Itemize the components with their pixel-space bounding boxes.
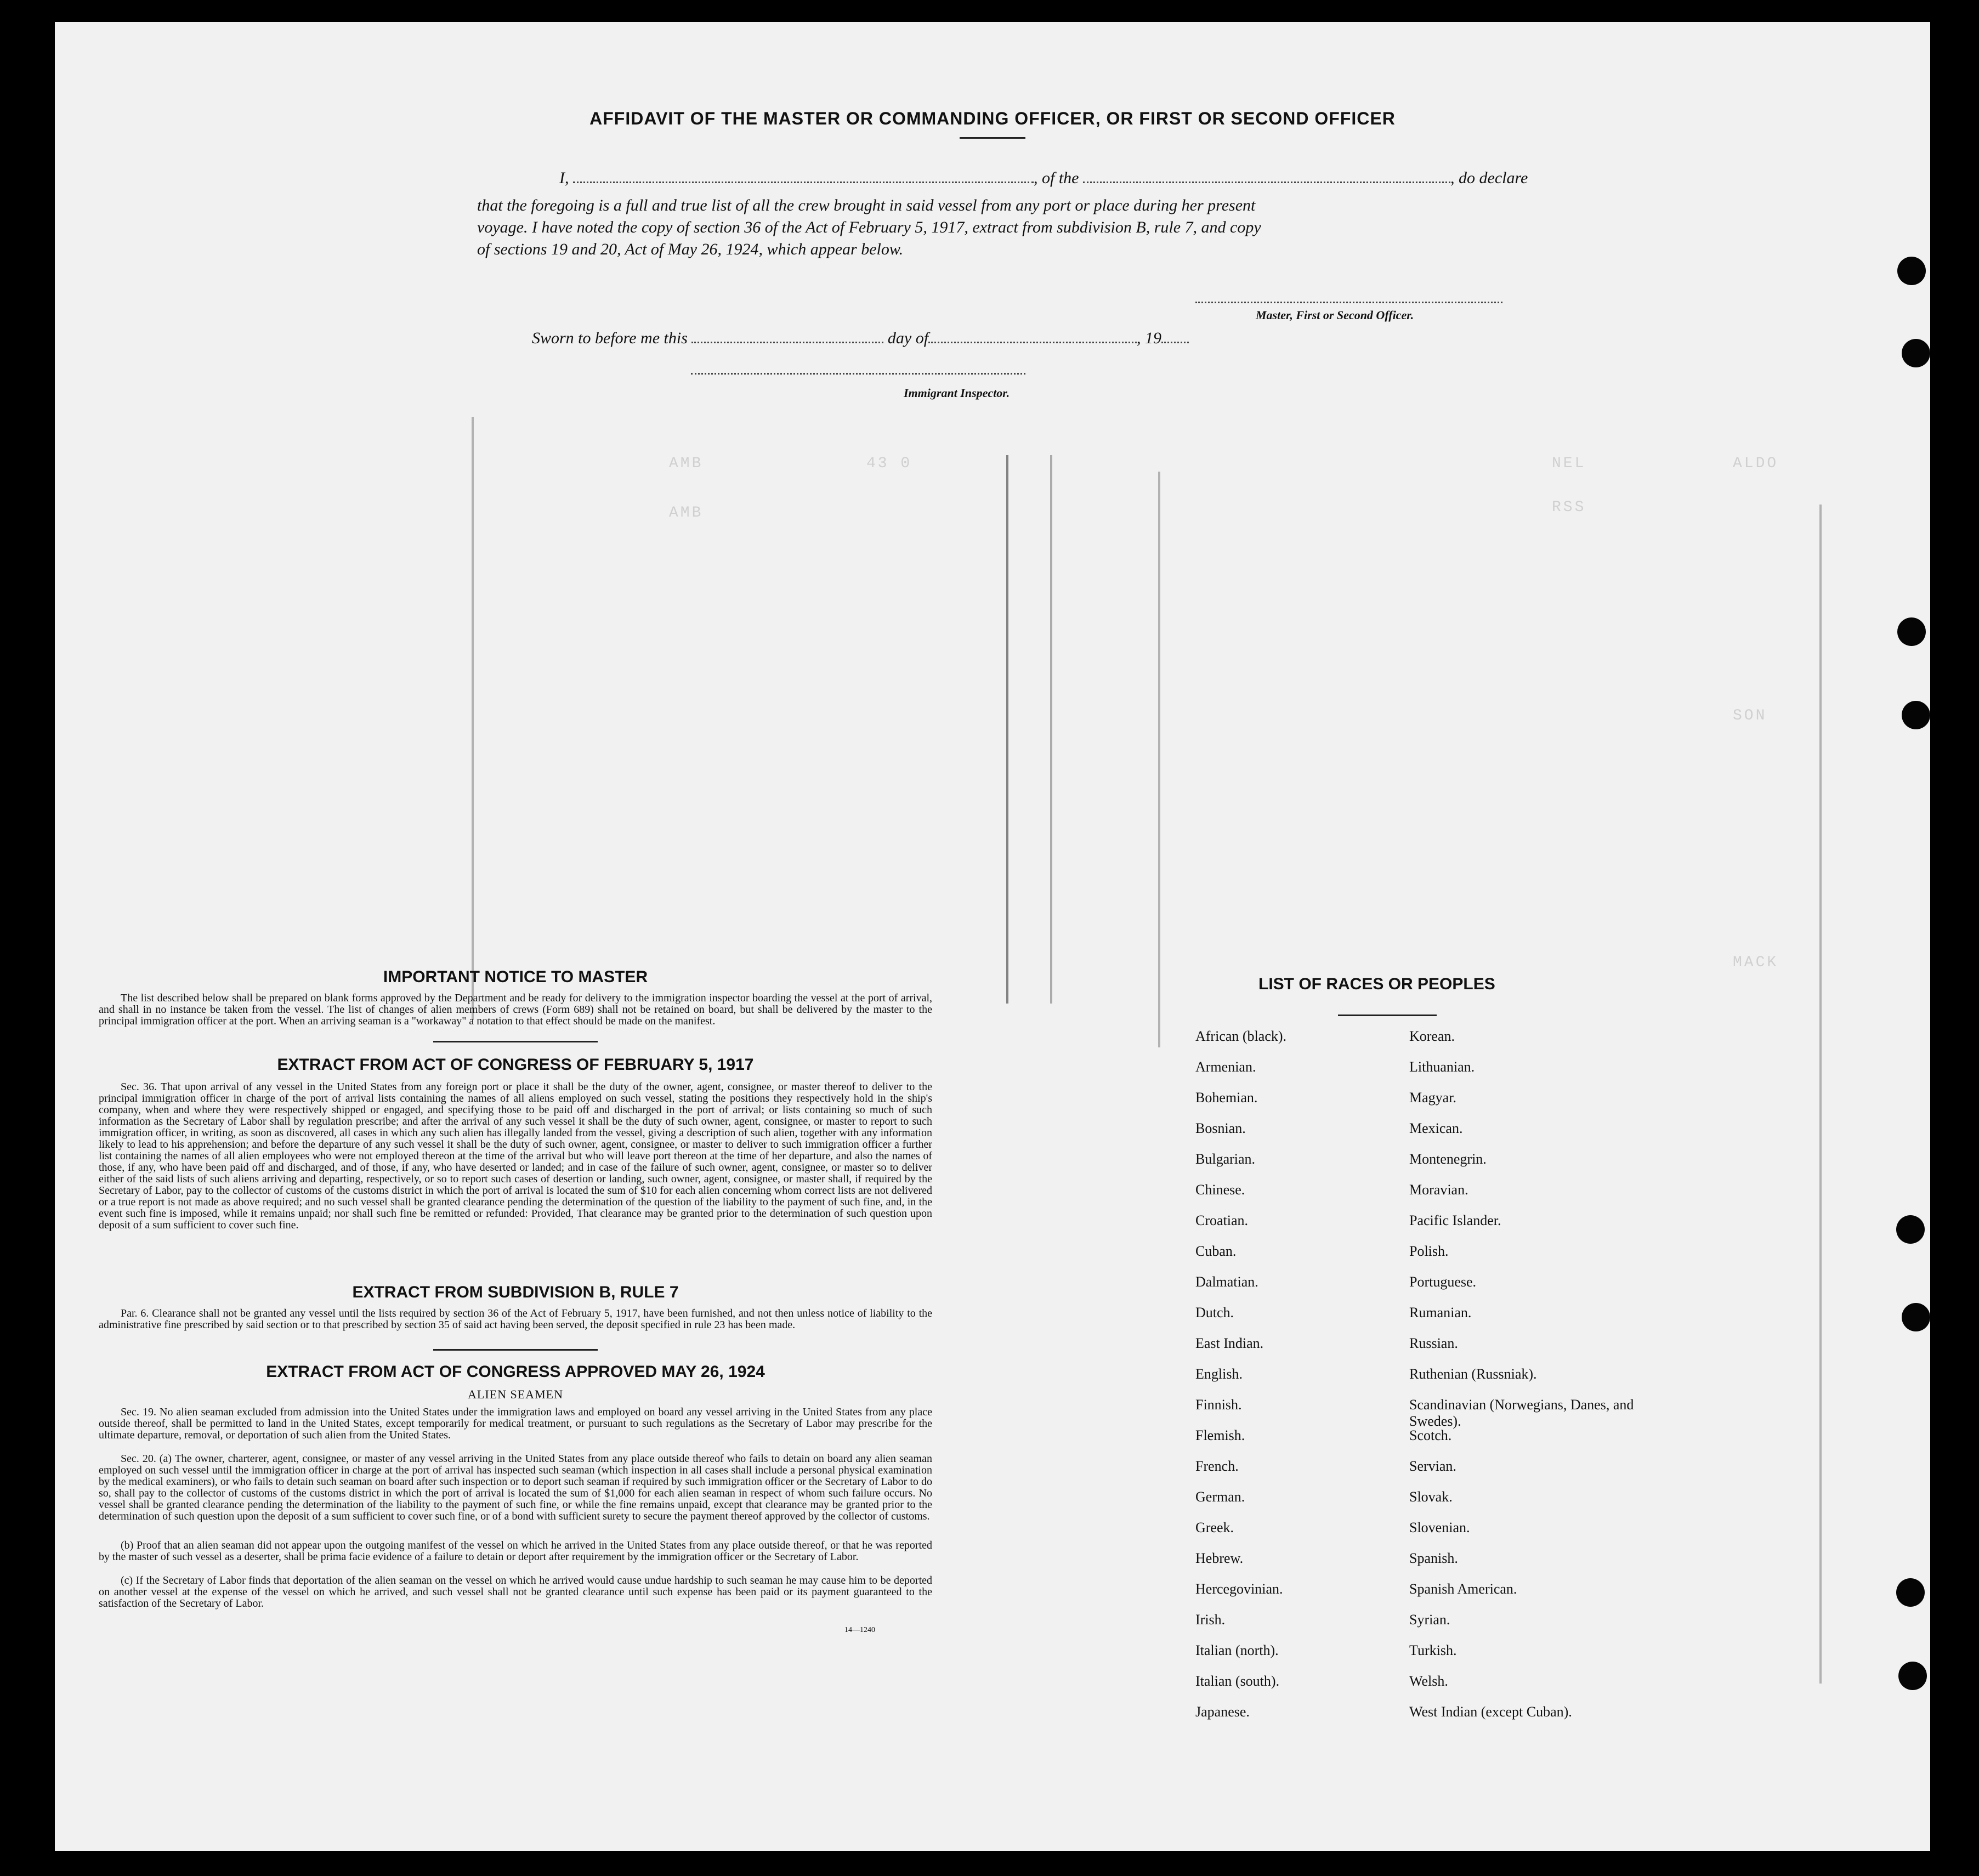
vessel-blank[interactable] xyxy=(1083,178,1450,183)
binder-hole xyxy=(1897,617,1926,646)
year-label: , 19 xyxy=(1137,329,1162,347)
bleed-line xyxy=(472,417,474,1020)
race-item: Lithuanian. xyxy=(1409,1059,1475,1075)
bleed-line xyxy=(1050,455,1052,1004)
race-item: Spanish. xyxy=(1409,1550,1458,1566)
month-blank[interactable] xyxy=(928,338,1137,343)
race-item: Ruthenian (Russniak). xyxy=(1409,1366,1537,1382)
race-item: Welsh. xyxy=(1409,1673,1448,1689)
rule7-title: EXTRACT FROM SUBDIVISION B, RULE 7 xyxy=(352,1283,679,1301)
binder-hole xyxy=(1902,1303,1930,1331)
race-item: Japanese. xyxy=(1195,1704,1250,1720)
race-item: Dalmatian. xyxy=(1195,1274,1258,1290)
bleed-text: AMB xyxy=(669,505,704,522)
affidavit-title: AFFIDAVIT OF THE MASTER OR COMMANDING OFFICER, OR FIRST OR SECOND OFFICER xyxy=(589,109,1396,128)
race-item: Mexican. xyxy=(1409,1120,1463,1136)
race-item: African (black). xyxy=(1195,1028,1287,1044)
race-item: Korean. xyxy=(1409,1028,1455,1044)
sworn-line xyxy=(532,329,1189,348)
race-item: Rumanian. xyxy=(1409,1305,1472,1320)
race-item: Servian. xyxy=(1409,1458,1456,1474)
race-item: Finnish. xyxy=(1195,1397,1242,1413)
bleed-line xyxy=(1006,455,1008,1004)
bleed-text: NEL xyxy=(1552,455,1586,472)
race-item: English. xyxy=(1195,1366,1243,1382)
race-item: Syrian. xyxy=(1409,1612,1450,1628)
race-item: Bohemian. xyxy=(1195,1090,1258,1106)
affidavit-line3: voyage. I have noted the copy of section 36 of the Act of February 5, 1917, extract from subdivision B, rule 7, and copy xyxy=(477,218,1261,236)
race-item: Flemish. xyxy=(1195,1427,1245,1443)
sec20c-body: (c) If the Secretary of Labor finds that deportation of the alien seaman on the vessel on which he arrived would cause undue hardship to such seaman he may cause him to be deported on another vessel at the expense of the vessel on which he arrived, and such vessel shall not be granted clearance until such expense has been paid or its payment guaranteed to the satisfaction of the Secretary of Labor. xyxy=(99,1574,932,1609)
extract-1924-title: EXTRACT FROM ACT OF CONGRESS APPROVED MAY 26, 1924 xyxy=(266,1363,765,1381)
sworn-day-blank[interactable] xyxy=(691,338,883,343)
extract-1917-body: Sec. 36. That upon arrival of any vessel in the United States from any foreign port or place it shall be the duty of the owner, agent, consignee, or master thereof to deliver to the principal immigration officer in charge of the port of arrival lists containing the names of all aliens employed on such vessel, stating the positions they respectively hold in the ship's company, when and where they were respectively shipped or engaged, and specifying those to be paid off and discharged in the port of arrival; or lists containing so much of such information as the Secretary of Labor shall by regulation prescribe; and after the arrival of any such vessel it shall be the duty of such owner, agent, consignee, or master to report to such immigration officer, in writing, as soon as discovered, all cases in which any such alien has illegally landed from the vessel, giving a description of such alien, together with any information likely to lead to his apprehension; and before the departure of any such vessel it shall be the duty of such owner, agent, consignee, or master to deliver to such immigration officer a further list containing the names of all alien employees who were not employed thereon at the time of the arrival but who will leave port thereon at the time of her departure, and also the names of those, if any, who have been paid off and discharged, and of those, if any, who have deserted or landed; and in case of the failure of such owner, agent, consignee, or master so to deliver either of the said lists of such aliens arriving and departing, respectively, or so to report such cases of desertion or landing, such owner, agent, consignee, or master shall, if required by the Secretary of Labor, pay to the collector of customs of the customs district in which the port of arrival is located the sum of $10 for each alien concerning whom correct lists are not delivered or a true report is not made as above required; and no such vessel shall be granted clearance pending the determination of the question of the liability to the payment of such fine, and, in the event such fine is imposed, while it remains unpaid; nor shall such fine be remitted or refunded: Provided, That clearance may be granted prior to the determination of such question upon deposit of a sum sufficient to cover such fine. xyxy=(99,1081,932,1231)
i-label: I, xyxy=(559,169,569,187)
race-item: Pacific Islander. xyxy=(1409,1212,1501,1228)
race-item: Chinese. xyxy=(1195,1182,1245,1198)
bleed-text: SON xyxy=(1733,707,1767,724)
race-item: Dutch. xyxy=(1195,1305,1234,1320)
race-item: Polish. xyxy=(1409,1243,1449,1259)
race-item: Bulgarian. xyxy=(1195,1151,1256,1167)
bleed-text: 43 0 xyxy=(866,455,912,472)
binder-hole xyxy=(1896,1215,1925,1244)
extract-1924-subtitle: ALIEN SEAMEN xyxy=(468,1387,563,1401)
sec20b-body: (b) Proof that an alien seaman did not appear upon the outgoing manifest of the vessel on which he arrived in the United States from any place outside thereof, or that he was reported by the master of such vessel as a deserter, shall be prima facie evidence of a failure to detain or deport after requirement by the immigration officer or the Secretary of Labor. xyxy=(99,1539,932,1563)
sworn-label: Sworn to before me this xyxy=(532,329,688,347)
divider xyxy=(433,1041,598,1042)
master-signature-line[interactable] xyxy=(1195,302,1502,303)
name-blank[interactable] xyxy=(573,178,1034,183)
do-declare-label: , do declare xyxy=(1450,169,1528,187)
affidavit-line2: that the foregoing is a full and true list of all the crew brought in said vessel from any port or place during her present xyxy=(477,196,1256,214)
inspector-signature-label: Immigrant Inspector. xyxy=(904,386,1010,400)
rule7-body: Par. 6. Clearance shall not be granted any vessel until the lists required by section 36 of the Act of February 5, 1917, have been furnished, and not then unless notice of liability to the administrative fine prescribed by said section or to that prescribed by section 35 of said act having been served, the deposit specified in rule 23 has been made. xyxy=(99,1307,932,1331)
race-item: Scandinavian (Norwegians, Danes, and Swedes). xyxy=(1409,1397,1634,1429)
race-item: Hercegovinian. xyxy=(1195,1581,1283,1597)
race-item: Italian (south). xyxy=(1195,1673,1280,1689)
inspector-signature-line[interactable] xyxy=(691,373,1025,375)
binder-hole xyxy=(1897,257,1926,285)
race-item: Scotch. xyxy=(1409,1427,1452,1443)
race-item: Spanish American. xyxy=(1409,1581,1517,1597)
race-item: Bosnian. xyxy=(1195,1120,1246,1136)
race-item: West Indian (except Cuban). xyxy=(1409,1704,1572,1720)
race-item: Turkish. xyxy=(1409,1642,1457,1658)
races-title: LIST OF RACES OR PEOPLES xyxy=(1258,975,1495,993)
notice-body: The list described below shall be prepared on blank forms approved by the Department and be ready for delivery to the immigration inspector boarding the vessel at the port of arrival, and shall in no instance be taken from the vessel. The list of changes of alien members of crews (Form 689) shall not be retained on board, but shall be delivered by the master to the principal immigration officer at the port. When an arriving seaman is a "workaway" a notation to that effect should be made on the manifest. xyxy=(99,992,932,1027)
bleed-line xyxy=(1158,472,1160,1047)
race-item: French. xyxy=(1195,1458,1239,1474)
race-item: Irish. xyxy=(1195,1612,1226,1628)
sec20a-body: Sec. 20. (a) The owner, charterer, agent, consignee, or master of any vessel arriving in the United States from any place outside thereof who fails to detain on board any alien seaman employed on such vessel until the immigration officer in charge at the port of arrival has inspected such seaman (which inspection in all cases shall include a personal physical examination by the medical examiners), or who fails to detain such seaman on board after such inspection or to deport such seaman if required by such immigration officer or the Secretary of Labor to do so, shall pay to the collector of customs of the customs district in which the port of arrival is located the sum of $1,000 for each alien seaman in respect of whom such failure occurs. No vessel shall be granted clearance pending the determination of the liability to the payment of such fine, or while the fine remains unpaid, except that clearance may be granted prior to the determination of such question upon the deposit of a sum sufficient to cover such fine, or of a bond with sufficient surety to secure the payment thereof approved by the collector of customs. xyxy=(99,1453,932,1522)
form-number: 14—1240 xyxy=(844,1626,875,1634)
race-item: Moravian. xyxy=(1409,1182,1468,1198)
race-item: Greek. xyxy=(1195,1520,1234,1535)
race-item: Magyar. xyxy=(1409,1090,1456,1106)
race-item: German. xyxy=(1195,1489,1245,1505)
race-item: Portuguese. xyxy=(1409,1274,1477,1290)
binder-hole xyxy=(1902,339,1930,367)
race-item: Hebrew. xyxy=(1195,1550,1244,1566)
of-the-label: , of the xyxy=(1034,169,1079,187)
sec19-body: Sec. 19. No alien seaman excluded from admission into the United States under the immigration laws and employed on board any vessel arriving in the United States from any place outside thereof, shall be permitted to land in the United States, except temporarily for medical treatment, or pursuant to such regulations as the Secretary of Labor may prescribe for the ultimate departure, removal, or deportation of such alien from the United States. xyxy=(99,1406,932,1441)
extract-1917-title: EXTRACT FROM ACT OF CONGRESS OF FEBRUARY 5, 1917 xyxy=(277,1056,754,1074)
race-item: Russian. xyxy=(1409,1335,1458,1351)
binder-hole xyxy=(1896,1578,1925,1607)
affidavit-line4: of sections 19 and 20, Act of May 26, 1924, which appear below. xyxy=(477,240,904,258)
bleed-text: ALDO xyxy=(1733,455,1779,472)
race-item: Cuban. xyxy=(1195,1243,1237,1259)
race-item: Italian (north). xyxy=(1195,1642,1279,1658)
race-item: Slovenian. xyxy=(1409,1520,1470,1535)
race-item: East Indian. xyxy=(1195,1335,1264,1351)
day-of-label: day of xyxy=(887,329,929,347)
binder-hole xyxy=(1898,1662,1927,1690)
master-signature-label: Master, First or Second Officer. xyxy=(1256,308,1414,322)
affidavit-line1 xyxy=(477,169,1607,188)
binder-hole xyxy=(1902,701,1930,729)
race-item: Croatian. xyxy=(1195,1212,1249,1228)
title-divider xyxy=(960,137,1025,139)
bleed-text: RSS xyxy=(1552,499,1586,516)
bleed-line xyxy=(1819,505,1822,1684)
bleed-text: MACK xyxy=(1733,954,1779,971)
document-page xyxy=(55,22,1930,1851)
divider xyxy=(433,1349,598,1351)
race-item: Slovak. xyxy=(1409,1489,1453,1505)
year-blank[interactable] xyxy=(1161,338,1189,343)
bleed-text: AMB xyxy=(669,455,704,472)
notice-title: IMPORTANT NOTICE TO MASTER xyxy=(383,968,648,986)
race-item: Montenegrin. xyxy=(1409,1151,1487,1167)
race-item: Armenian. xyxy=(1195,1059,1256,1075)
divider xyxy=(1338,1014,1437,1016)
